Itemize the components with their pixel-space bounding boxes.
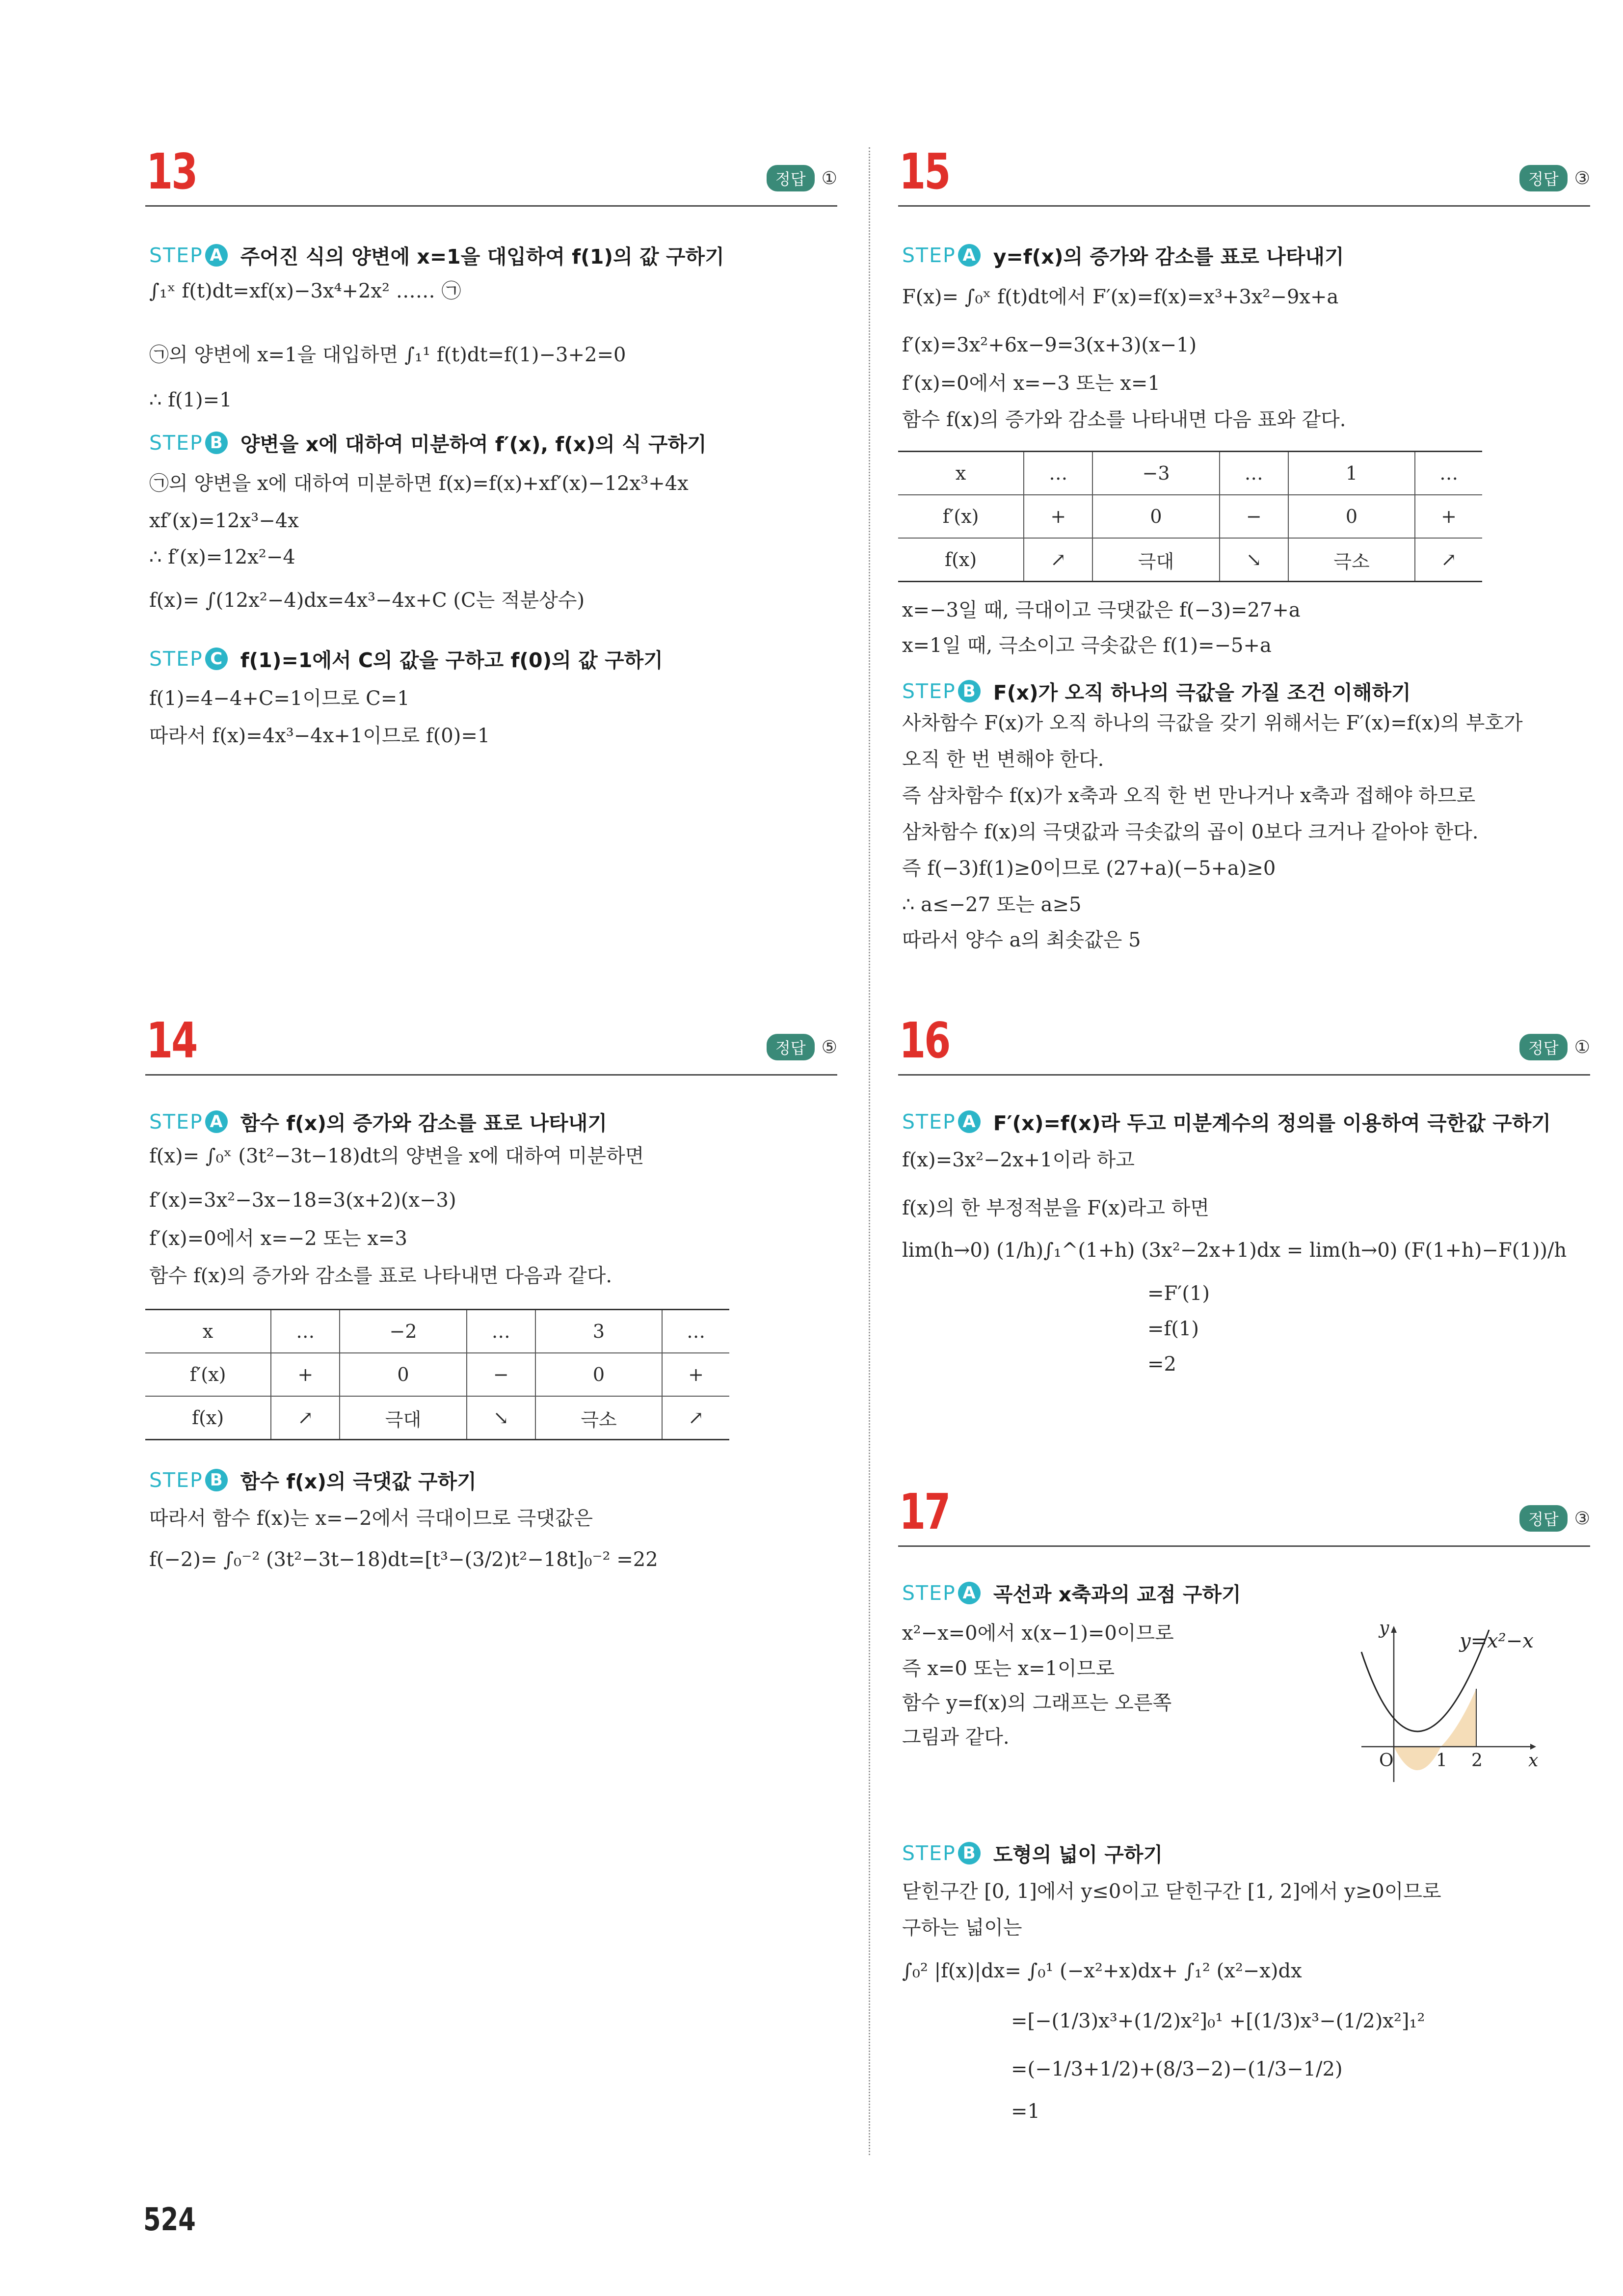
table-cell: − xyxy=(467,1353,535,1396)
step-letter: A xyxy=(205,1110,228,1133)
table-cell: ↘ xyxy=(467,1396,535,1440)
math-line: x²−x=0에서 x(x−1)=0이므로 xyxy=(902,1622,1174,1645)
math-line: 닫힌구간 [0, 1]에서 y≤0이고 닫힌구간 [1, 2]에서 y≥0이므로 xyxy=(902,1880,1441,1903)
page-number: 524 xyxy=(143,2202,196,2238)
problem-number: 15 xyxy=(899,143,950,200)
header-rule xyxy=(898,1545,1590,1547)
shaded-region xyxy=(1394,1747,1441,1770)
math-line: ㉠의 양변을 x에 대하여 미분하면 f(x)=f(x)+xf′(x)−12x³+4x xyxy=(149,472,689,495)
y-axis-arrow-icon xyxy=(1391,1626,1397,1633)
table-cell: 0 xyxy=(1288,495,1415,538)
step-a xyxy=(902,1578,1241,1607)
math-line: f(1)=4−4+C=1이므로 C=1 xyxy=(149,687,410,710)
step-word: STEP xyxy=(902,1841,956,1865)
step-title: 도형의 넓이 구하기 xyxy=(993,1843,1163,1866)
table-row xyxy=(145,1353,729,1396)
table-cell: + xyxy=(662,1353,729,1396)
table-row xyxy=(898,452,1482,495)
step-title: 함수 f(x)의 증가와 감소를 표로 나타내기 xyxy=(240,1111,607,1135)
table-cell: f′(x) xyxy=(145,1353,271,1396)
table-cell: … xyxy=(662,1310,729,1353)
math-line: 따라서 f(x)=4x³−4x+1이므로 f(0)=1 xyxy=(149,725,490,747)
math-line: F(x)= ∫₀ˣ f(t)dt에서 F′(x)=f(x)=x³+3x²−9x+a xyxy=(902,286,1339,308)
step-a xyxy=(149,241,724,270)
math-line: ∴ f′(x)=12x²−4 xyxy=(149,546,295,568)
table-cell: f′(x) xyxy=(898,495,1024,538)
table-cell: … xyxy=(1415,452,1482,495)
math-line: 즉 x=0 또는 x=1이므로 xyxy=(902,1657,1115,1680)
table-row xyxy=(145,1310,729,1353)
table-cell: ↗ xyxy=(662,1396,729,1440)
table-row xyxy=(898,538,1482,582)
answer xyxy=(1519,165,1590,191)
table-cell: − xyxy=(1220,495,1288,538)
step-a xyxy=(902,1107,1551,1136)
math-line: 함수 f(x)의 증가와 감소를 나타내면 다음 표와 같다. xyxy=(902,408,1346,431)
parabola-graph xyxy=(1342,1620,1548,1787)
answer xyxy=(1519,1034,1590,1060)
math-line: 삼차함수 f(x)의 극댓값과 극솟값의 곱이 0보다 크거나 같아야 한다. xyxy=(902,821,1479,843)
step-word: STEP xyxy=(149,1109,203,1134)
step-letter: A xyxy=(205,244,228,267)
math-line: 사차함수 F(x)가 오직 하나의 극값을 갖기 위해서는 F′(x)=f(x)의 부호가 xyxy=(902,712,1523,734)
step-word: STEP xyxy=(149,1468,203,1492)
header-rule xyxy=(898,205,1590,207)
step-word: STEP xyxy=(902,1581,956,1605)
math-line: =(−1/3+1/2)+(8/3−2)−(1/3−1/2) xyxy=(1011,2058,1343,2080)
math-line: =1 xyxy=(1011,2100,1040,2123)
origin-label: O xyxy=(1379,1751,1394,1771)
step-word: STEP xyxy=(149,243,203,267)
math-line: =f(1) xyxy=(1147,1318,1199,1340)
step-letter: B xyxy=(205,432,228,454)
step-word: STEP xyxy=(902,243,956,267)
math-line: f(−2)= ∫₀⁻² (3t²−3t−18)dt=[t³−(3/2)t²−18t]₀⁻² =22 xyxy=(149,1548,658,1571)
step-letter: B xyxy=(958,680,981,702)
step-a xyxy=(902,241,1344,270)
table-cell: f(x) xyxy=(898,538,1024,582)
table-cell: f(x) xyxy=(145,1396,271,1440)
header-rule xyxy=(145,1074,837,1076)
table-cell: … xyxy=(1220,452,1288,495)
math-line: =2 xyxy=(1147,1353,1176,1376)
step-title: 주어진 식의 양변에 x=1을 대입하여 f(1)의 값 구하기 xyxy=(240,245,724,269)
table-row xyxy=(898,495,1482,538)
answer xyxy=(767,1034,837,1060)
table-cell: 0 xyxy=(535,1353,662,1396)
step-letter: B xyxy=(958,1842,981,1864)
table-cell: ↗ xyxy=(271,1396,340,1440)
table-cell: 극소 xyxy=(1288,538,1415,582)
answer-badge: 정답 xyxy=(767,1034,815,1060)
problem-number: 17 xyxy=(899,1483,950,1540)
math-line: f(x)=3x²−2x+1이라 하고 xyxy=(902,1149,1135,1171)
answer-badge: 정답 xyxy=(1519,165,1568,191)
math-line: =[−(1/3)x³+(1/2)x²]₀¹ +[(1/3)x³−(1/2)x²]₁² xyxy=(1011,2010,1425,2032)
problem-number: 16 xyxy=(899,1012,950,1069)
math-line: xf′(x)=12x³−4x xyxy=(149,510,299,532)
table-cell: −3 xyxy=(1092,452,1219,495)
table-cell: 극대 xyxy=(1092,538,1219,582)
answer-value: ① xyxy=(1574,1037,1590,1057)
table-cell: 3 xyxy=(535,1310,662,1353)
math-line: 따라서 양수 a의 최솟값은 5 xyxy=(902,929,1141,951)
table-cell: 극소 xyxy=(535,1396,662,1440)
step-word: STEP xyxy=(149,431,203,455)
math-line: f′(x)=3x²−3x−18=3(x+2)(x−3) xyxy=(149,1189,456,1212)
shaded-region xyxy=(1441,1689,1476,1747)
step-c xyxy=(149,644,663,673)
table-cell: ↗ xyxy=(1024,538,1092,582)
math-line: 구하는 넓이는 xyxy=(902,1917,1022,1939)
math-line: f′(x)=0에서 x=−3 또는 x=1 xyxy=(902,372,1160,395)
table-cell: 0 xyxy=(340,1353,466,1396)
math-line: x=1일 때, 극소이고 극솟값은 f(1)=−5+a xyxy=(902,634,1272,657)
table-cell: 0 xyxy=(1092,495,1219,538)
table-cell: 1 xyxy=(1288,452,1415,495)
math-line: x=−3일 때, 극대이고 극댓값은 f(−3)=27+a xyxy=(902,599,1301,621)
answer-badge: 정답 xyxy=(1519,1505,1568,1532)
variation-table xyxy=(145,1309,729,1440)
step-word: STEP xyxy=(902,1109,956,1134)
answer-badge: 정답 xyxy=(767,165,815,191)
problem-number: 14 xyxy=(146,1012,197,1069)
step-letter: A xyxy=(958,1110,981,1133)
math-line: ㉠의 양변에 x=1을 대입하면 ∫₁¹ f(t)dt=f(1)−3+2=0 xyxy=(149,344,626,366)
table-cell: + xyxy=(1415,495,1482,538)
math-line: f(x)의 한 부정적분을 F(x)라고 하면 xyxy=(902,1197,1209,1219)
step-title: 함수 f(x)의 극댓값 구하기 xyxy=(240,1470,477,1493)
step-title: 양변을 x에 대하여 미분하여 f′(x), f(x)의 식 구하기 xyxy=(240,432,707,456)
step-b xyxy=(149,428,707,457)
step-b xyxy=(902,1838,1163,1867)
y-axis-label: y xyxy=(1379,1620,1389,1638)
table-cell: ↗ xyxy=(1415,538,1482,582)
math-line: 함수 f(x)의 증가와 감소를 표로 나타내면 다음과 같다. xyxy=(149,1265,612,1287)
math-line: 함수 y=f(x)의 그래프는 오른쪽 xyxy=(902,1692,1172,1714)
x-axis-arrow-icon xyxy=(1530,1744,1536,1750)
step-title: y=f(x)의 증가와 감소를 표로 나타내기 xyxy=(993,245,1344,269)
variation-table xyxy=(898,451,1482,582)
tick-label: 1 xyxy=(1436,1751,1447,1771)
step-letter: C xyxy=(205,648,228,670)
tick-label: 2 xyxy=(1471,1751,1483,1771)
math-line: 따라서 함수 f(x)는 x=−2에서 극대이므로 극댓값은 xyxy=(149,1507,593,1530)
table-cell: −2 xyxy=(340,1310,466,1353)
math-line: ∴ f(1)=1 xyxy=(149,389,232,411)
math-line: f(x)= ∫₀ˣ (3t²−3t−18)dt의 양변을 x에 대하여 미분하면 xyxy=(149,1145,644,1167)
step-b xyxy=(902,676,1411,705)
answer-badge: 정답 xyxy=(1519,1034,1568,1060)
step-word: STEP xyxy=(902,679,956,703)
x-axis-label: x xyxy=(1528,1751,1539,1771)
step-word: STEP xyxy=(149,647,203,671)
table-cell: 극대 xyxy=(340,1396,466,1440)
math-line: f(x)= ∫(12x²−4)dx=4x³−4x+C (C는 적분상수) xyxy=(149,589,585,612)
math-line: ∴ a≤−27 또는 a≥5 xyxy=(902,893,1082,916)
column-divider xyxy=(869,147,870,2155)
table-cell: + xyxy=(271,1353,340,1396)
step-title: F(x)가 오직 하나의 극값을 가질 조건 이해하기 xyxy=(993,681,1411,704)
step-title: 곡선과 x축과의 교점 구하기 xyxy=(993,1583,1241,1606)
math-line: 오직 한 번 변해야 한다. xyxy=(902,748,1104,771)
step-title: F′(x)=f(x)라 두고 미분계수의 정의를 이용하여 극한값 구하기 xyxy=(993,1111,1551,1135)
table-cell: x xyxy=(145,1310,271,1353)
table-cell: + xyxy=(1024,495,1092,538)
table-row xyxy=(145,1396,729,1440)
step-title: f(1)=1에서 C의 값을 구하고 f(0)의 값 구하기 xyxy=(240,648,663,672)
header-rule xyxy=(898,1074,1590,1076)
answer-value: ⑤ xyxy=(821,1037,837,1057)
header-rule xyxy=(145,205,837,207)
math-line: lim(h→0) (1/h)∫₁^(1+h) (3x²−2x+1)dx = lim(h→0) (F(1+h)−F(1))/h xyxy=(902,1239,1567,1262)
curve-label: y=x²−x xyxy=(1460,1630,1534,1652)
table-cell: … xyxy=(467,1310,535,1353)
answer xyxy=(1519,1505,1590,1532)
step-a xyxy=(149,1107,607,1136)
step-letter: A xyxy=(958,244,981,267)
answer-value: ③ xyxy=(1574,1508,1590,1529)
answer-value: ③ xyxy=(1574,168,1590,189)
math-line: ∫₀² |f(x)|dx= ∫₀¹ (−x²+x)dx+ ∫₁² (x²−x)dx xyxy=(902,1960,1302,1982)
math-line: f′(x)=0에서 x=−2 또는 x=3 xyxy=(149,1227,407,1250)
math-line: 그림과 같다. xyxy=(902,1726,1010,1749)
math-line: 즉 f(−3)f(1)≥0이므로 (27+a)(−5+a)≥0 xyxy=(902,857,1276,880)
answer xyxy=(767,165,837,191)
math-line: f′(x)=3x²+6x−9=3(x+3)(x−1) xyxy=(902,334,1197,356)
step-letter: A xyxy=(958,1582,981,1604)
problem-number: 13 xyxy=(146,143,197,200)
math-line: 즉 삼차함수 f(x)가 x축과 오직 한 번 만나거나 x축과 접해야 하므로 xyxy=(902,784,1476,807)
table-cell: x xyxy=(898,452,1024,495)
step-b xyxy=(149,1465,477,1494)
math-line: ∫₁ˣ f(t)dt=xf(x)−3x⁴+2x² …… ㉠ xyxy=(149,280,461,302)
answer-value: ① xyxy=(821,168,837,189)
math-line: =F′(1) xyxy=(1147,1282,1210,1305)
table-cell: … xyxy=(1024,452,1092,495)
table-cell: … xyxy=(271,1310,340,1353)
step-letter: B xyxy=(205,1469,228,1491)
table-cell: ↘ xyxy=(1220,538,1288,582)
